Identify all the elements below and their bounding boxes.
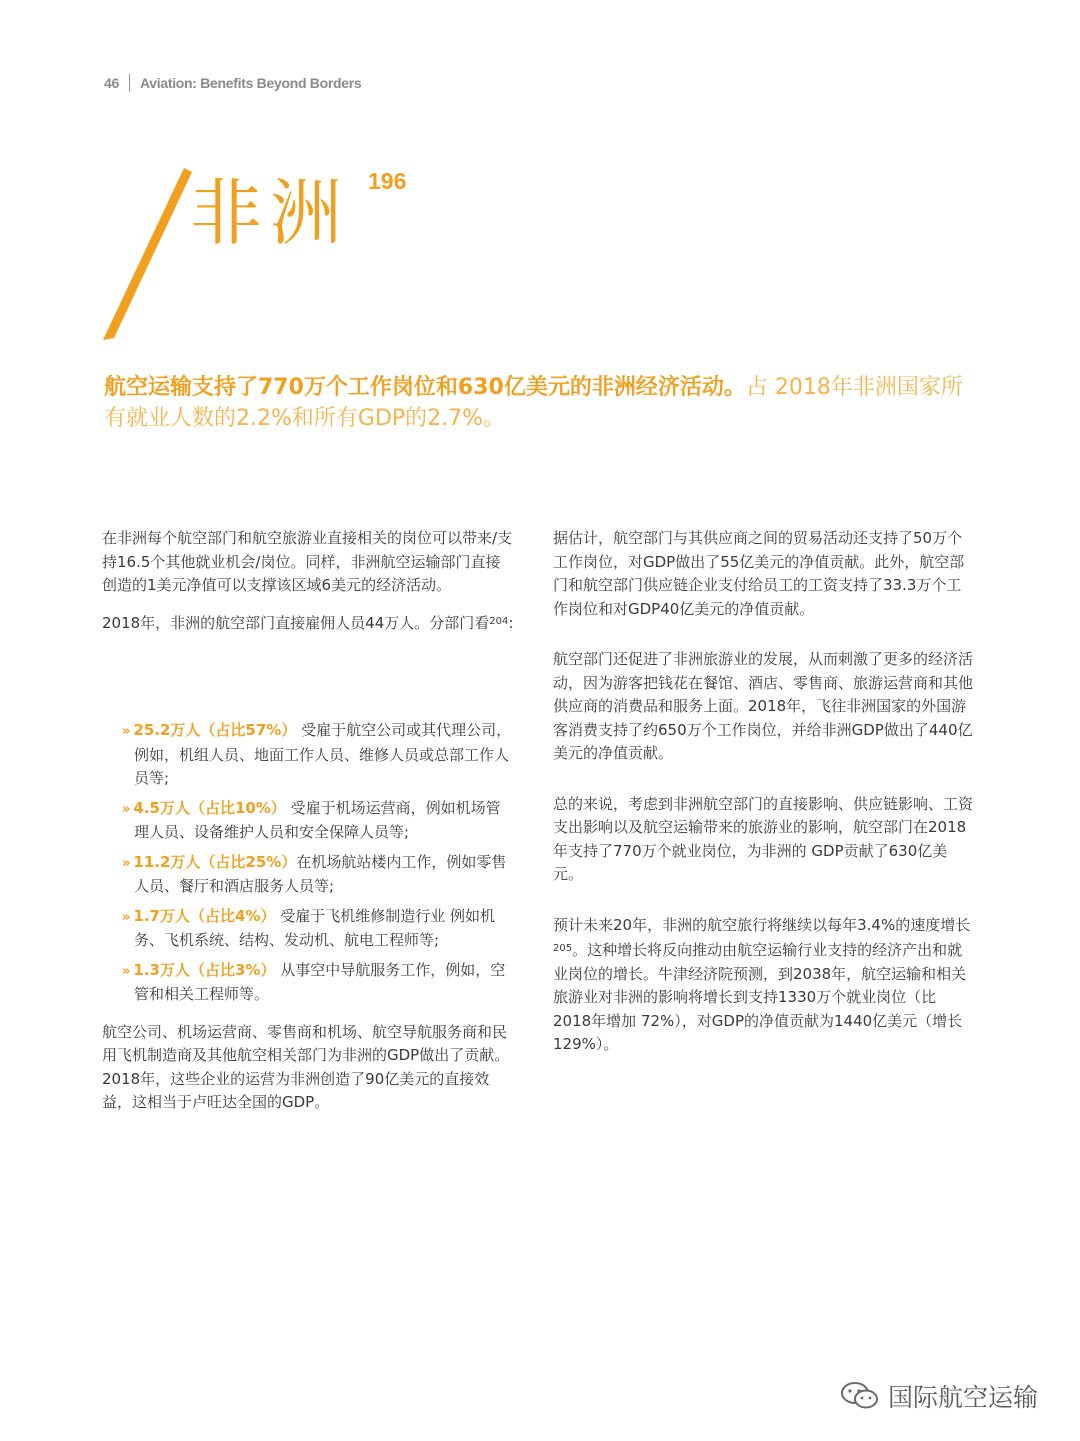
right-paragraph-1: 据估计，航空部门与其供应商之间的贸易活动还支持了50万个工作岗位，对GDP做出了55亿美元的净值贡献。此外，航空部门和航空部门供应链企业支付给员工的工资支持了33.3万个工作岗位和对GDP40亿美元的净值贡献。 (553, 529, 965, 618)
right-paragraph-4-a: 预计未来20年，非洲的航空旅行将继续以每年3.4%的速度增长 (553, 915, 971, 934)
bullet-text: 受雇于飞机维修制造行业 例如机务、飞机系统、结构、发动机、航电工程师等; (134, 906, 495, 949)
lead-paragraph (104, 372, 964, 434)
right-paragraph-3: 总的来说，考虑到非洲航空部门的直接影响、供应链影响、工资支出影响以及航空运输带来的旅游业的影响，航空部门在2018年支持了770万个就业岗位，为非洲的 GDP贡献了630亿美元。 (553, 794, 974, 883)
list-item (122, 719, 514, 791)
bullet-highlight: 1.3万人（占比3%） (133, 960, 276, 979)
list-item (122, 797, 514, 845)
bullet-highlight: 4.5万人（占比10%） (133, 798, 286, 817)
bullet-text: 在机场航站楼内工作，例如零售人员、餐厅和酒店服务人员等; (134, 852, 507, 895)
publication-title: Aviation: Benefits Beyond Borders (139, 75, 362, 91)
wechat-watermark (840, 1378, 1038, 1414)
bullet-marker-icon: » (122, 909, 131, 925)
employment-breakdown-list (122, 719, 514, 1007)
left-column (102, 527, 514, 1127)
section-title: 非洲 (190, 171, 351, 255)
left-paragraph-2-tail: : (508, 613, 514, 632)
bullet-marker-icon: » (122, 963, 131, 979)
bullet-marker-icon: » (122, 724, 131, 739)
header-divider (129, 74, 130, 92)
left-paragraph-2 (102, 610, 514, 636)
bullet-highlight: 25.2万人（占比57%） (133, 721, 297, 739)
decorative-slash-icon (100, 166, 195, 342)
right-column (553, 527, 973, 1084)
list-item (122, 851, 514, 899)
footnote-ref-204: 204 (489, 615, 509, 627)
left-paragraph-1: 在非洲每个航空部门和航空旅游业直接相关的岗位可以带来/支持16.5个其他就业机会/岗位。同样，非洲航空运输部门直接创造的1美元净值可以支撑该区域6美元的经济活动。 (102, 529, 513, 594)
left-paragraph-3: 航空公司、机场运营商、零售商和机场、航空导航服务商和民用飞机制造商及其他航空相关部门为非洲的GDP做出了贡献。2018年，这些企业的运营为非洲创造了90亿美元的直接效益，这相当于卢旺达全国的GDP。 (102, 1022, 510, 1111)
bullet-highlight: 1.7万人（占比4%） (133, 906, 276, 925)
lead-bold: 航空运输支持了770万个工作岗位和630亿美元的非洲经济活动。 (104, 375, 746, 400)
lead-rest: 占 2018年非洲国家所有就业人数的2.2%和所有GDP的2.7%。 (104, 375, 963, 431)
bullet-highlight: 11.2万人（占比25%） (133, 852, 297, 871)
wechat-icon (840, 1381, 880, 1411)
bullet-marker-icon: » (122, 855, 131, 871)
footnote-ref-205: 205 (553, 943, 573, 954)
page-header (104, 74, 361, 92)
page-number: 46 (104, 75, 119, 91)
right-paragraph-4-b: 。这种增长将反向推动由航空运输行业支持的经济产出和就业岗位的增长。牛津经济院预测，到2038年，航空运输和相关旅游业对非洲的影响将增长到支持1330万个就业岗位（比2018年增加 72%），对GDP的净值贡献为1440亿美元（增长129%）。 (553, 941, 967, 1053)
left-paragraph-2-text: 2018年，非洲的航空部门直接雇佣人员44万人。分部门看 (102, 613, 490, 632)
right-paragraph-2: 航空部门还促进了非洲旅游业的发展，从而刺激了更多的经济活动，因为游客把钱花在餐馆、酒店、零售商、旅游运营商和其他供应商的消费品和服务上面。2018年，飞往非洲国家的外国游客消费支持了约650万个工作岗位，并给非洲GDP做出了440亿美元的净值贡献。 (553, 650, 974, 762)
watermark-text: 国际航空运输 (888, 1383, 1039, 1412)
right-paragraph-4 (553, 914, 973, 1057)
section-title-footnote: 196 (368, 168, 407, 194)
bullet-marker-icon: » (122, 801, 131, 817)
bullet-text: 从事空中导航服务工作，例如，空管和相关工程师等。 (134, 960, 506, 1003)
bullet-text: 受雇于航空公司或其代理公司，例如，机组人员、地面工作人员、维修人员或总部工作人员等; (134, 721, 512, 787)
list-item (122, 959, 514, 1007)
list-item (122, 905, 514, 953)
bullet-text: 受雇于机场运营商，例如机场管理人员、设备维护人员和安全保障人员等; (134, 798, 501, 841)
